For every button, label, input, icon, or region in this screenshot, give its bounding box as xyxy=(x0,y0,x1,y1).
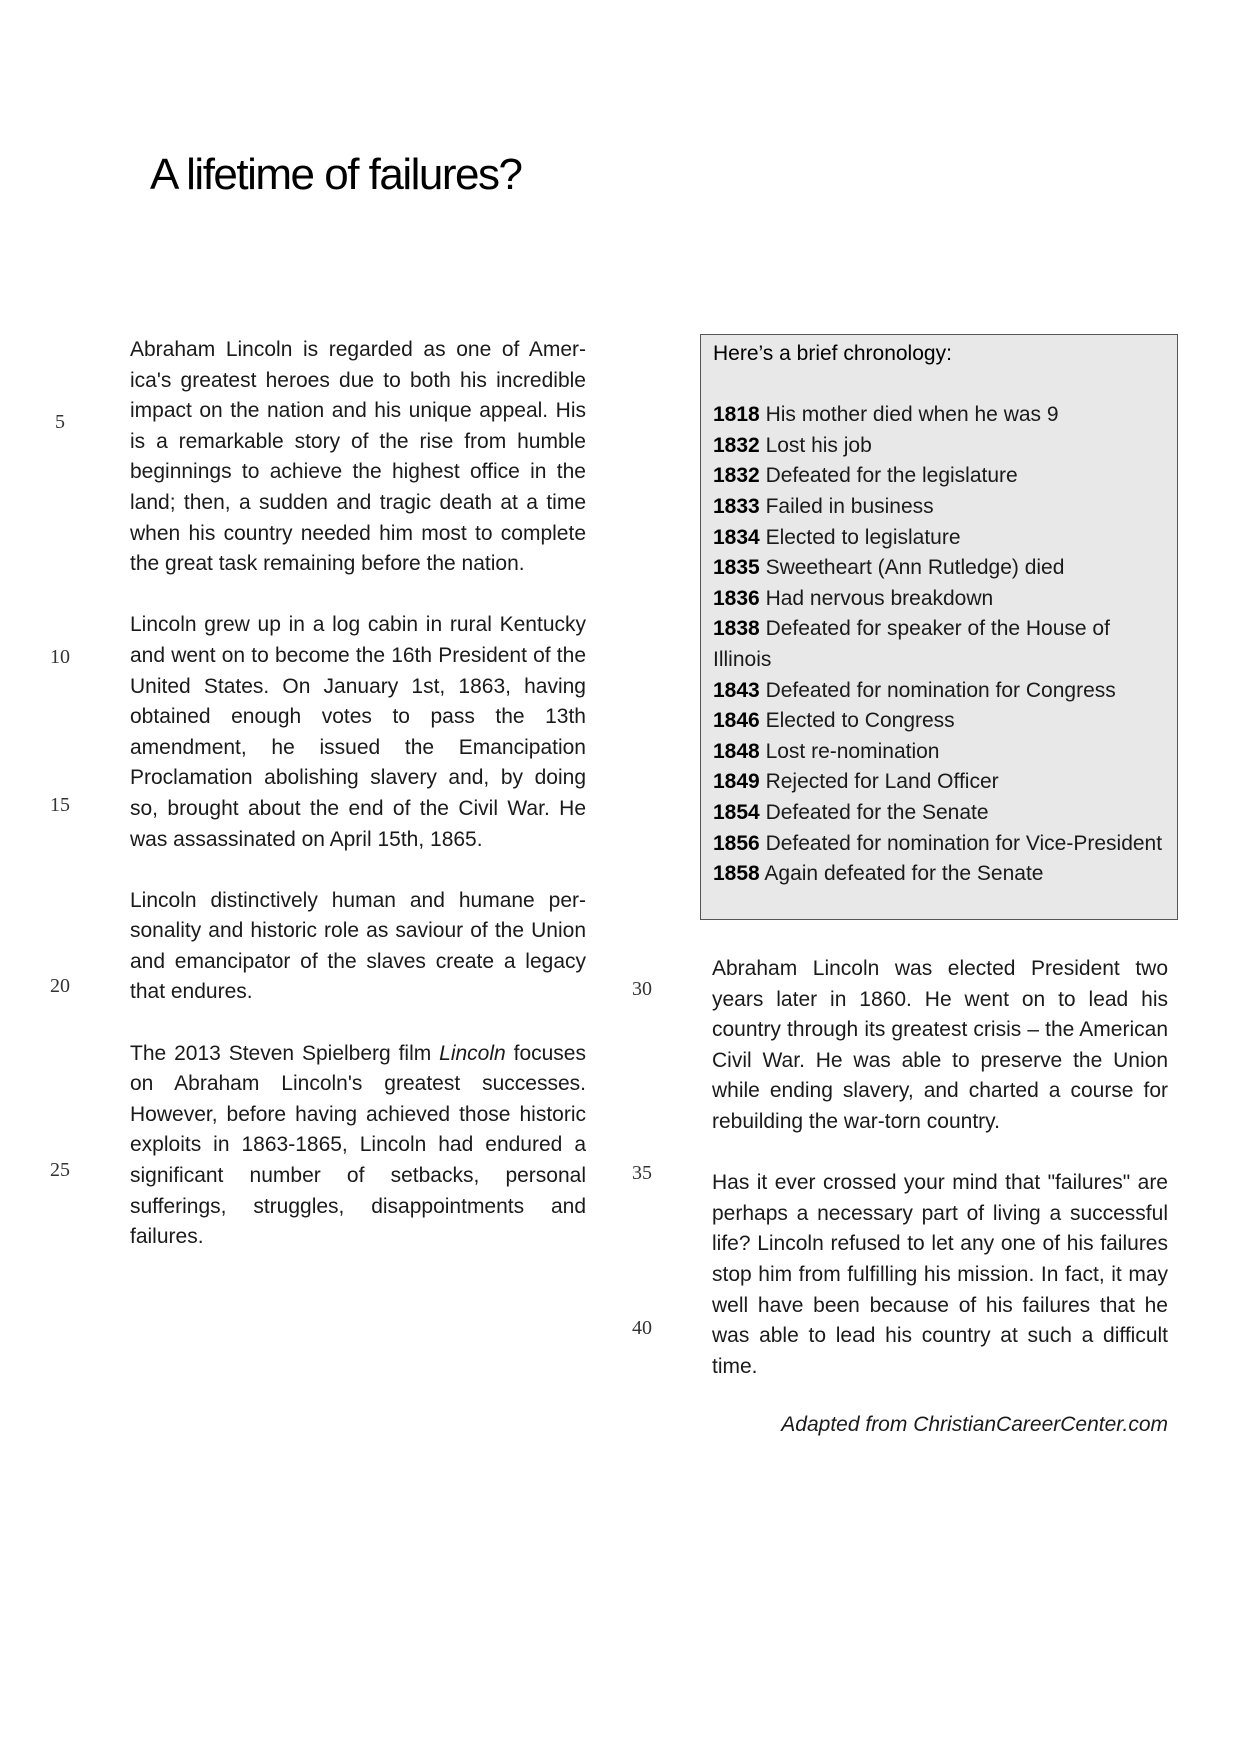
chronology-year: 1834 xyxy=(713,525,760,549)
chronology-year: 1833 xyxy=(713,494,760,518)
chronology-year: 1832 xyxy=(713,433,760,457)
chronology-item xyxy=(713,859,1165,890)
chronology-event: Defeated for nomination for Vice-President xyxy=(765,831,1163,855)
chronology-event: Elected to Congress xyxy=(765,709,955,733)
chronology-item xyxy=(713,798,1165,829)
chronology-event: Lost his job xyxy=(765,433,872,457)
chronology-item xyxy=(713,461,1165,492)
film-text-before: The 2013 Steven Spielberg film xyxy=(130,1041,440,1065)
paragraph-failures: Has it ever crossed your mind that "failures" are perhaps a necessary part of living a successful life? Lincoln refused to let any one of his failures stop him from fulfilling his mission. In fact, it may well have been because of his failures that he was able to lead his country at such a difficult time. xyxy=(712,1171,1168,1378)
left-column xyxy=(130,335,586,1283)
chronology-event: Defeated for speaker of the House of Illinois xyxy=(713,617,1110,671)
line-number: 15 xyxy=(50,794,70,816)
chronology-event: Defeated for nomination for Congress xyxy=(765,678,1116,702)
chronology-event: Elected to legislature xyxy=(765,525,961,549)
paragraph-legacy: Lincoln distinctively human and humane personality and historic role as saviour of the Union and emancipator of the slaves create a legacy that endures. xyxy=(130,888,586,1004)
chronology-item xyxy=(713,676,1165,707)
chronology-item xyxy=(713,523,1165,554)
chronology-year: 1843 xyxy=(713,678,760,702)
chronology-event: Defeated for the Senate xyxy=(765,800,989,824)
line-number: 10 xyxy=(50,646,70,668)
chronology-event: Failed in business xyxy=(765,494,934,518)
paragraph-biography: Lincoln grew up in a log cabin in rural Kentucky and went on to become the 16th President of the United States. On January 1st, 1863, having obtained enough votes to pass the 13th amendment, he issued the Emancipation Proclamation abolishing slavery and, by doing so, brought about the end of the Civil War. He was assassinated on April 15th, 1865. xyxy=(130,613,586,851)
chronology-year: 1856 xyxy=(713,831,760,855)
chronology-year: 1838 xyxy=(713,617,760,641)
chronology-item xyxy=(713,584,1165,615)
line-number: 25 xyxy=(50,1159,70,1181)
line-number: 20 xyxy=(50,975,70,997)
line-number: 35 xyxy=(632,1162,652,1184)
chronology-event: His mother died when he was 9 xyxy=(765,403,1059,427)
chronology-heading: Here’s a brief chronology: xyxy=(713,342,952,365)
chronology-year: 1854 xyxy=(713,800,760,824)
chronology-event: Again defeated for the Senate xyxy=(764,862,1044,886)
chronology-year: 1836 xyxy=(713,586,760,610)
film-text-after: focuses on Abraham Lincoln's greatest successes. However, before having achieved those historic exploits in 1863-1865, Lincoln had endured a significant number of setbacks, personal sufferings, struggles, disappointments and failures. xyxy=(130,1041,586,1249)
chronology-year: 1848 xyxy=(713,739,760,763)
chronology-year: 1846 xyxy=(713,709,760,733)
line-number: 30 xyxy=(632,978,652,1000)
chronology-item xyxy=(713,767,1165,798)
page-title: A lifetime of failures? xyxy=(150,150,522,199)
chronology-year: 1858 xyxy=(713,862,760,886)
chronology-item xyxy=(713,737,1165,768)
line-number: 40 xyxy=(632,1317,652,1339)
source-attribution: Adapted from ChristianCareerCenter.com xyxy=(781,1413,1168,1436)
chronology-year: 1835 xyxy=(713,556,760,580)
chronology-item xyxy=(713,492,1165,523)
paragraph-film xyxy=(130,1039,586,1253)
chronology-item xyxy=(713,431,1165,462)
chronology-event: Sweetheart (Ann Rutledge) died xyxy=(765,556,1065,580)
chronology-list xyxy=(713,400,1165,890)
paragraph-intro: Abraham Lincoln is regarded as one of America's greatest heroes due to both his incredible impact on the nation and his unique appeal. His is a remarkable story of the rise from humble beginnings to achieve the highest office in the land; then, a sudden and tragic death at a time when his country needed him most to complete the great task remaining before the nation. xyxy=(130,338,586,576)
chronology-item xyxy=(713,829,1165,860)
chronology-item xyxy=(713,400,1165,431)
chronology-year: 1818 xyxy=(713,403,760,427)
chronology-event: Defeated for the legislature xyxy=(765,464,1018,488)
chronology-year: 1849 xyxy=(713,770,760,794)
line-number: 5 xyxy=(55,411,65,433)
right-column xyxy=(712,954,1168,1413)
chronology-year: 1832 xyxy=(713,464,760,488)
film-title: Lincoln xyxy=(439,1041,506,1065)
paragraph-presidency: Abraham Lincoln was elected President two years later in 1860. He went on to lead his country through its greatest crisis – the American Civil War. He was able to preserve the Union while ending slavery, and charted a course for rebuilding the war-torn country. xyxy=(712,957,1168,1133)
chronology-box xyxy=(700,334,1178,920)
chronology-event: Had nervous breakdown xyxy=(765,586,994,610)
chronology-event: Rejected for Land Officer xyxy=(765,770,999,794)
chronology-item xyxy=(713,706,1165,737)
chronology-item xyxy=(713,553,1165,584)
chronology-event: Lost re-nomination xyxy=(765,739,940,763)
chronology-item xyxy=(713,614,1165,675)
